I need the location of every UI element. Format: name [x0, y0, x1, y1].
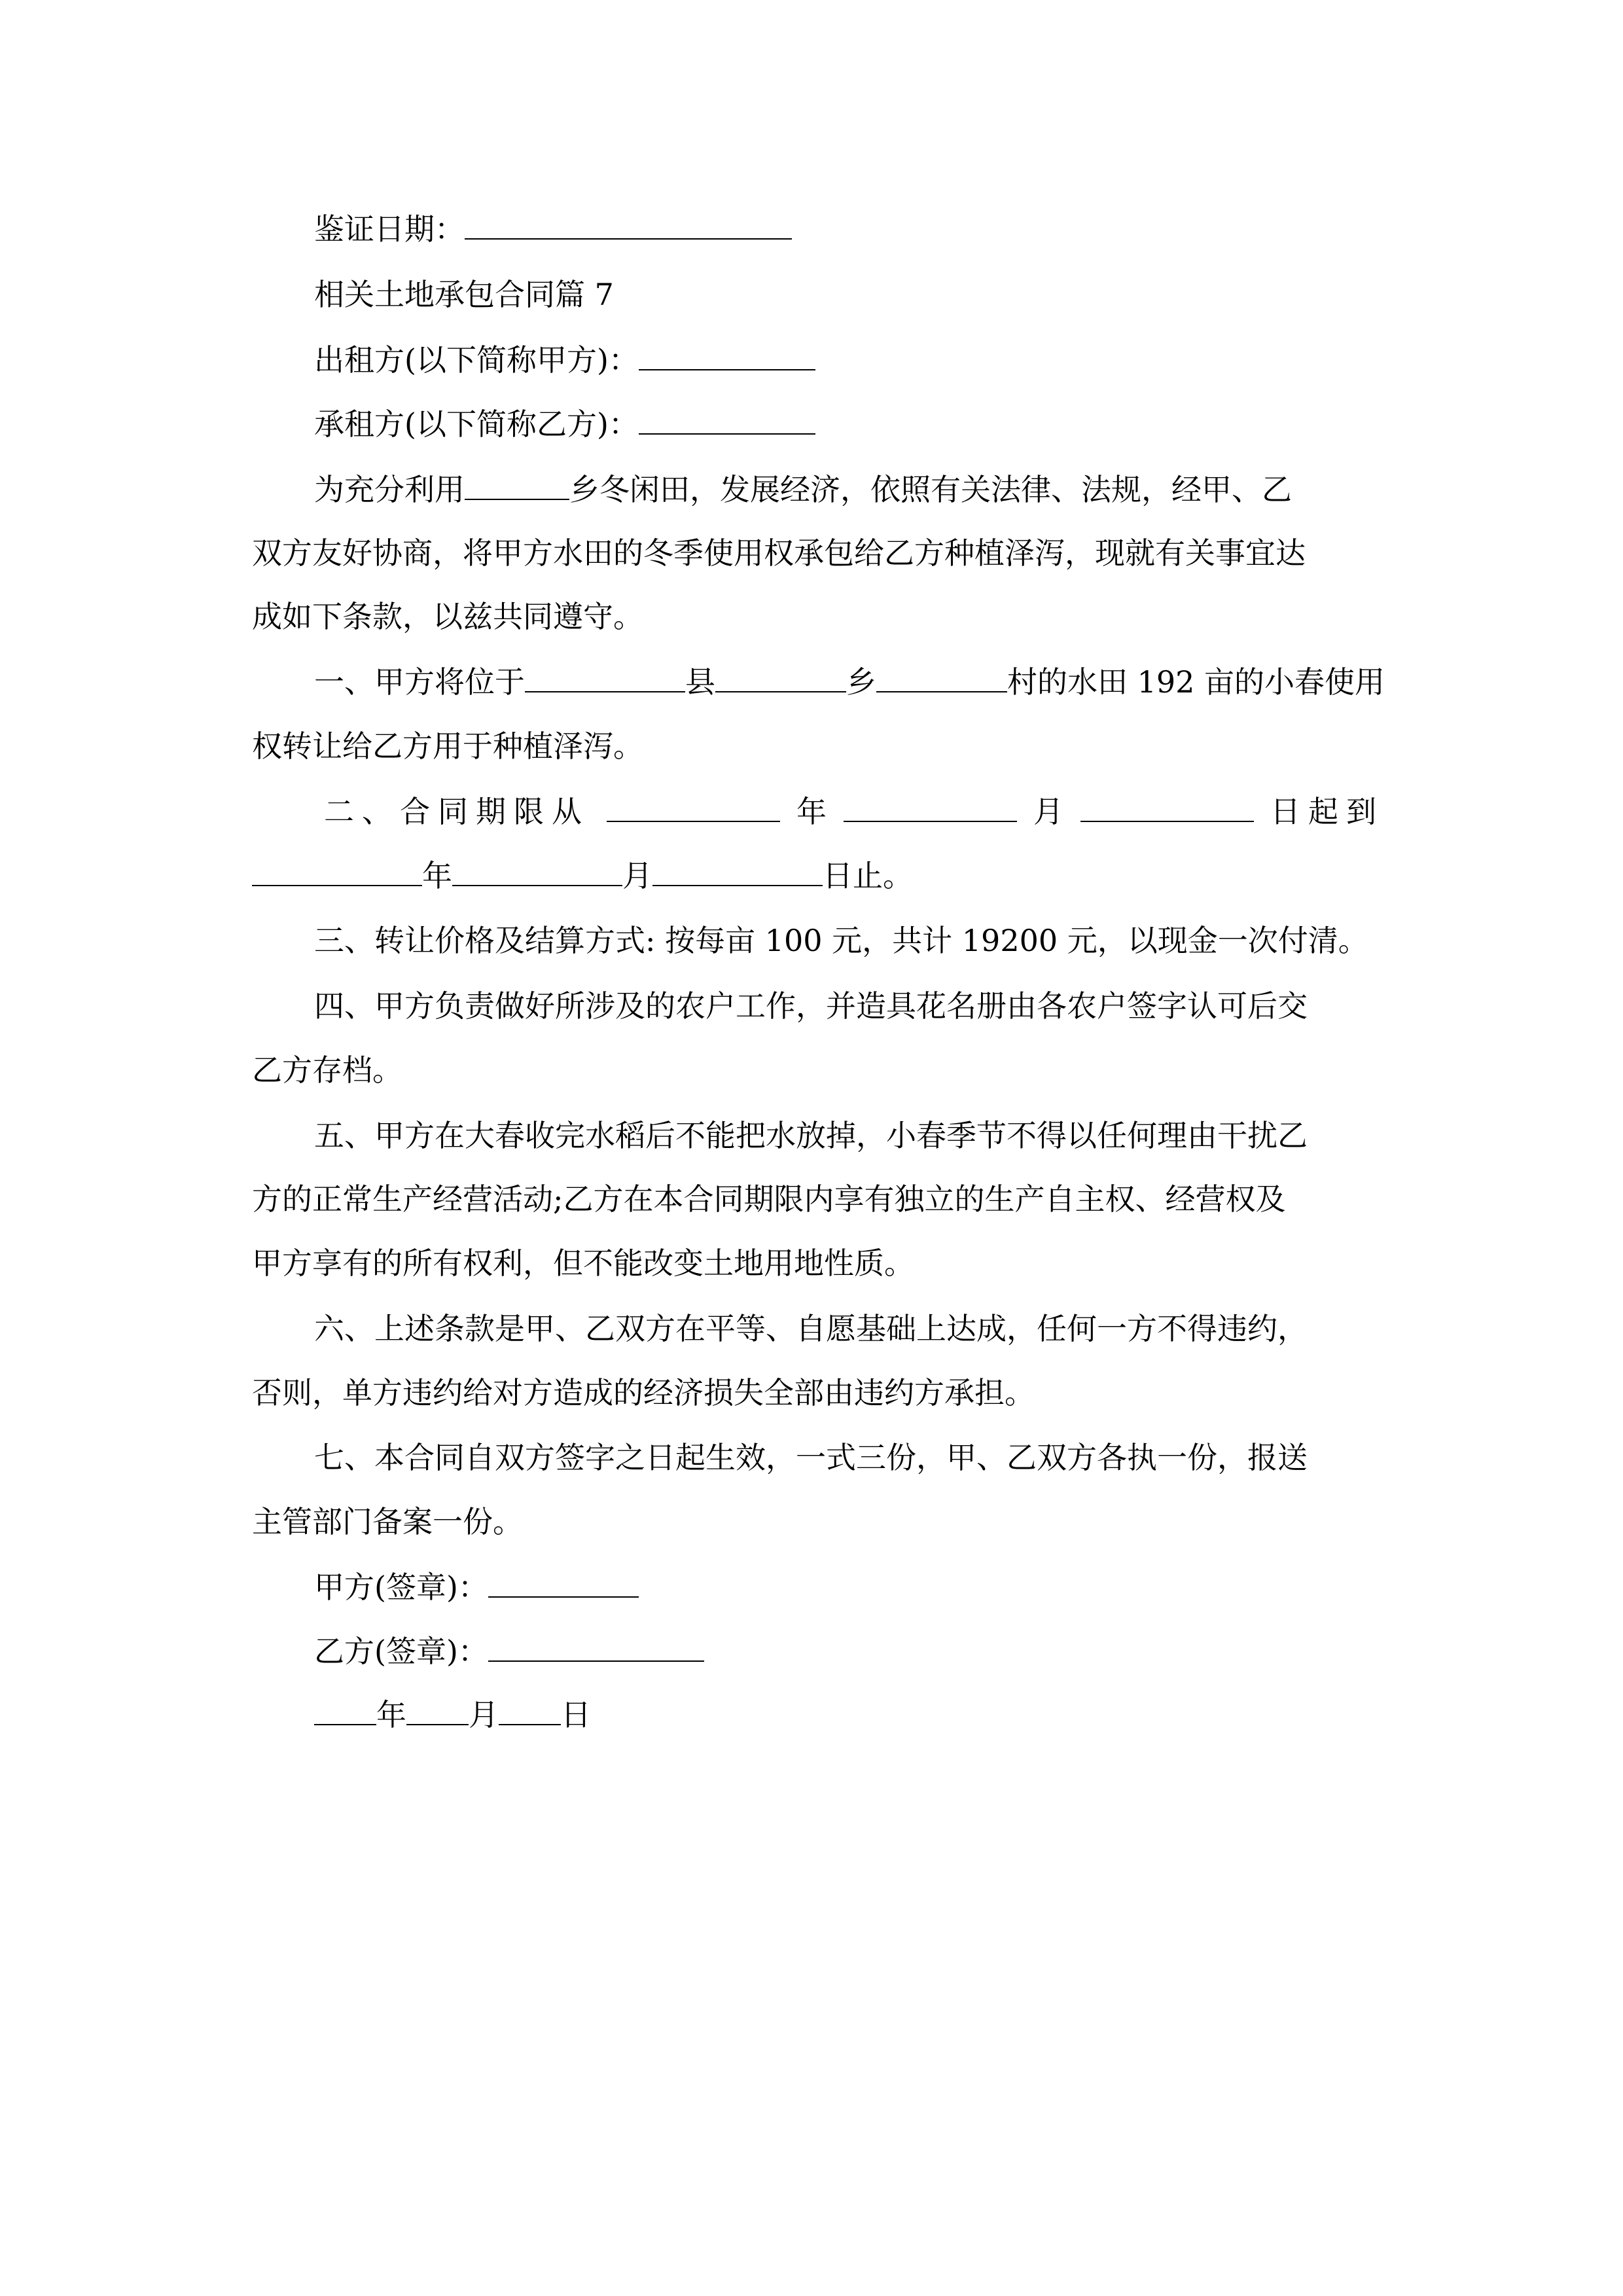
- lessor-label: 出租方(以下简称甲方)：: [314, 342, 639, 378]
- clause-1-line-2: 权转让给乙方用于种植泽泻。: [252, 728, 643, 764]
- intro-text-1: 为充分利用: [314, 472, 465, 507]
- clause-6-line-2: 否则，单方违约给对方造成的经济损失全部由违约方承担。: [252, 1375, 1035, 1410]
- lessee-label: 承租方(以下简称乙方)：: [314, 406, 639, 442]
- party-b-sign-label: 乙方(签章)：: [314, 1634, 488, 1669]
- village-blank[interactable]: [876, 662, 1007, 692]
- clause-6-line-1: 六、上述条款是甲、乙双方在平等、自愿基础上达成，任何一方不得违约，: [314, 1311, 1308, 1346]
- clause-1-text-2: 村的水田 192 亩的小春使用: [1007, 664, 1385, 700]
- lessor-line: [314, 340, 815, 380]
- end-month-blank[interactable]: [452, 856, 622, 886]
- township-blank-2[interactable]: [715, 662, 846, 692]
- start-day-label: 日起到: [1270, 794, 1384, 829]
- sign-year-label: 年: [376, 1697, 406, 1732]
- sign-day-blank[interactable]: [499, 1695, 561, 1725]
- party-b-sign-line: [314, 1632, 704, 1671]
- start-year-label: 年: [796, 794, 827, 829]
- clause-2-line-2: [252, 856, 913, 895]
- clause-4-line-2: 乙方存档。: [252, 1052, 402, 1088]
- clause-1-text-1: 一、甲方将位于: [314, 664, 525, 700]
- clause-5-line-3: 甲方享有的所有权利，但不能改变土地用地性质。: [252, 1246, 914, 1281]
- intro-line-1: [314, 470, 1292, 509]
- lessee-line: [314, 404, 815, 444]
- sign-date-line: [314, 1695, 591, 1734]
- party-a-sign-blank[interactable]: [488, 1568, 639, 1598]
- end-year-label: 年: [422, 858, 452, 893]
- start-month-blank[interactable]: [844, 792, 1017, 822]
- clause-5-line-1: 五、甲方在大春收完水稻后不能把水放掉，小春季节不得以任何理由干扰乙: [314, 1118, 1308, 1153]
- lessee-blank[interactable]: [639, 404, 815, 435]
- sign-month-blank[interactable]: [406, 1695, 469, 1725]
- clause-4-line-1: 四、甲方负责做好所涉及的农户工作，并造具花名册由各农户签字认可后交: [314, 988, 1308, 1024]
- county-blank[interactable]: [525, 662, 685, 692]
- section-title: 相关土地承包合同篇 7: [314, 277, 614, 312]
- verify-date-label: 鉴证日期：: [314, 211, 465, 247]
- verify-date-blank[interactable]: [465, 209, 792, 240]
- start-day-blank[interactable]: [1080, 792, 1254, 822]
- intro-text-2: 乡冬闲田，发展经济，依照有关法律、法规，经甲、乙: [569, 472, 1292, 507]
- clause-5-line-2: 方的正常生产经营活动;乙方在本合同期限内享有独立的生产自主权、经营权及: [252, 1181, 1286, 1217]
- clause-1-line-1: [314, 662, 1385, 702]
- start-year-blank[interactable]: [607, 792, 780, 822]
- sign-year-blank[interactable]: [314, 1695, 376, 1725]
- intro-line-3: 成如下条款，以兹共同遵守。: [252, 599, 643, 634]
- clause-7-line-2: 主管部门备案一份。: [252, 1504, 523, 1539]
- clause-7-line-1: 七、本合同自双方签字之日起生效，一式三份，甲、乙双方各执一份，报送: [314, 1440, 1308, 1475]
- end-day-blank[interactable]: [652, 856, 823, 886]
- end-day-label: 日止。: [823, 858, 913, 893]
- end-year-blank[interactable]: [252, 856, 422, 886]
- end-month-label: 月: [622, 858, 652, 893]
- intro-line-2: 双方友好协商，将甲方水田的冬季使用权承包给乙方种植泽泻，现就有关事宜达: [252, 535, 1306, 571]
- township-blank[interactable]: [465, 470, 569, 500]
- verify-date-line: [314, 209, 792, 249]
- party-b-sign-blank[interactable]: [488, 1632, 704, 1662]
- sign-month-label: 月: [469, 1697, 499, 1732]
- party-a-sign-line: [314, 1568, 639, 1607]
- clause-3: 三、转让价格及结算方式: 按每亩 100 元，共计 19200 元，以现金一次付清。: [314, 923, 1368, 958]
- start-month-label: 月: [1033, 794, 1063, 829]
- party-a-sign-label: 甲方(签章)：: [314, 1570, 488, 1605]
- township-label: 乡: [846, 664, 876, 700]
- county-label: 县: [685, 664, 715, 700]
- sign-day-label: 日: [561, 1697, 591, 1732]
- clause-2-line-1: [324, 792, 1384, 831]
- clause-2-head: 二、合同期限从: [324, 794, 590, 829]
- lessor-blank[interactable]: [639, 340, 815, 370]
